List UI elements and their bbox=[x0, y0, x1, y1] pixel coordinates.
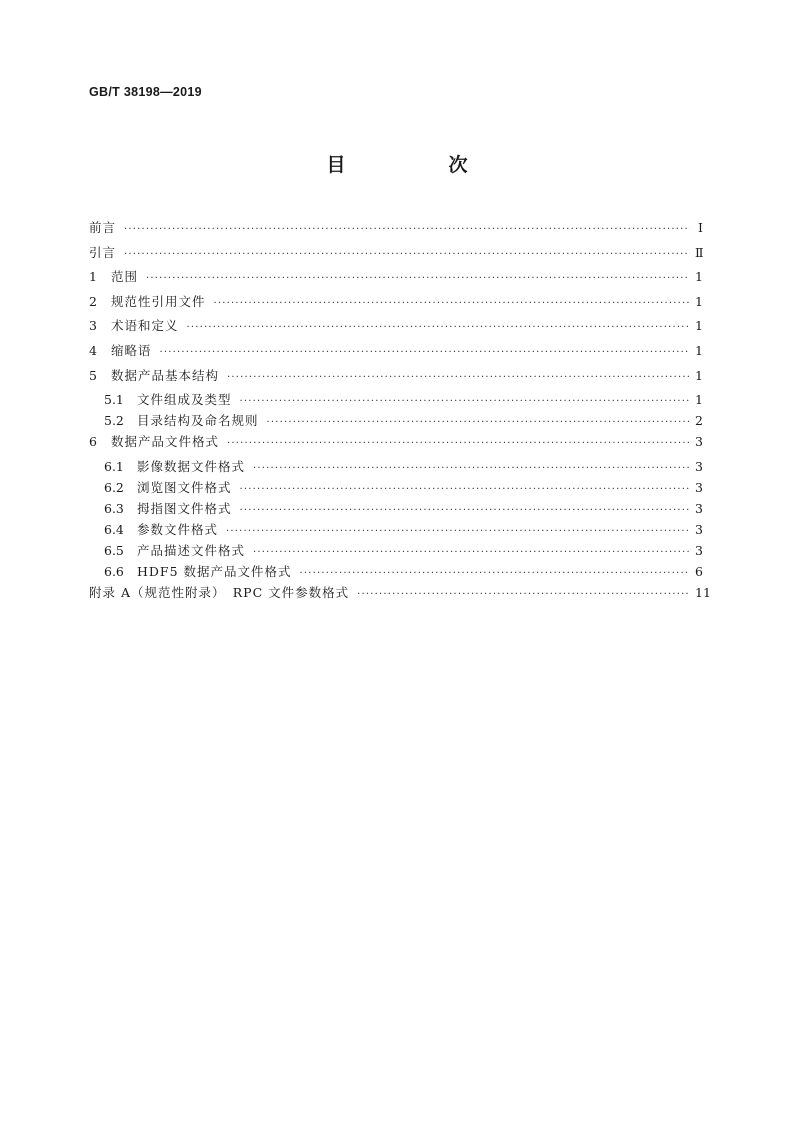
toc-entry-label: 数据产品文件格式 bbox=[111, 434, 220, 450]
toc-entry-label: 规范性引用文件 bbox=[111, 293, 206, 309]
dot-leader bbox=[160, 347, 690, 358]
toc-entry[interactable] bbox=[89, 267, 703, 292]
toc-entry-page: 3 bbox=[695, 479, 703, 495]
toc-entry[interactable] bbox=[89, 478, 703, 499]
toc-entry[interactable] bbox=[89, 341, 703, 366]
toc-entry[interactable] bbox=[89, 583, 711, 608]
toc-entry-page: 3 bbox=[695, 542, 703, 558]
toc-entry-page: 6 bbox=[695, 563, 703, 579]
page-title: 目 次 bbox=[326, 154, 510, 176]
toc-entry-page: Ⅰ bbox=[698, 220, 703, 235]
toc-entry-label: 产品描述文件格式 bbox=[137, 542, 246, 558]
dot-leader bbox=[227, 372, 690, 383]
toc-entry-page: 2 bbox=[695, 413, 703, 429]
toc-entry[interactable] bbox=[89, 499, 703, 520]
dot-leader bbox=[146, 273, 690, 284]
toc-entry[interactable] bbox=[89, 541, 703, 562]
toc-entry[interactable] bbox=[89, 316, 703, 341]
toc-entry-number: 6.4 bbox=[104, 521, 124, 537]
dot-leader bbox=[214, 298, 690, 309]
dot-leader bbox=[357, 589, 690, 600]
toc-entry-number: 5 bbox=[89, 367, 97, 383]
toc-entry-label: 前言 bbox=[89, 220, 117, 235]
toc-entry-number: 6.5 bbox=[104, 542, 124, 558]
table-of-contents bbox=[89, 218, 711, 607]
toc-entry-page: 1 bbox=[695, 269, 703, 285]
toc-entry-page: 1 bbox=[695, 367, 703, 383]
dot-leader bbox=[124, 249, 690, 260]
toc-entry-page: 1 bbox=[695, 318, 703, 334]
dot-leader bbox=[253, 547, 690, 558]
toc-entry-page: 3 bbox=[695, 521, 703, 537]
toc-entry-page: 3 bbox=[695, 458, 703, 474]
dot-leader bbox=[187, 322, 690, 333]
dot-leader bbox=[226, 526, 690, 537]
dot-leader bbox=[240, 396, 690, 407]
toc-entry-page: 11 bbox=[695, 584, 711, 600]
toc-entry-number: 4 bbox=[89, 342, 97, 358]
toc-entry-label: 参数文件格式 bbox=[137, 521, 219, 537]
toc-entry-number: 6.3 bbox=[104, 500, 124, 516]
toc-entry-label: 影像数据文件格式 bbox=[137, 458, 246, 474]
toc-entry[interactable] bbox=[89, 390, 703, 411]
toc-entry-page: 3 bbox=[695, 434, 703, 450]
dot-leader bbox=[253, 463, 690, 474]
toc-entry[interactable] bbox=[89, 292, 703, 317]
toc-entry[interactable] bbox=[89, 457, 703, 478]
toc-entry-label: 引言 bbox=[89, 244, 117, 260]
toc-entry-page: Ⅱ bbox=[695, 244, 704, 260]
toc-entry-page: 1 bbox=[695, 342, 703, 358]
toc-entry-label: 术语和定义 bbox=[111, 318, 179, 334]
toc-entry-page: 3 bbox=[695, 500, 703, 516]
toc-entry-label: 浏览图文件格式 bbox=[137, 479, 232, 495]
dot-leader bbox=[267, 417, 690, 428]
dot-leader bbox=[300, 568, 690, 579]
toc-entry-number: 6.6 bbox=[104, 563, 124, 579]
toc-entry[interactable] bbox=[89, 562, 703, 583]
toc-entry-number: 1 bbox=[89, 269, 97, 285]
toc-entry-number: 5.1 bbox=[104, 392, 124, 408]
toc-entry-number: 5.2 bbox=[104, 413, 124, 429]
toc-entry-number: 6 bbox=[89, 434, 97, 450]
toc-entry-label: 缩略语 bbox=[111, 342, 152, 358]
toc-entry[interactable] bbox=[89, 411, 703, 432]
dot-leader bbox=[240, 505, 690, 516]
toc-entry-label: 范围 bbox=[111, 269, 139, 285]
dot-leader bbox=[227, 438, 690, 449]
toc-entry-number: 6.2 bbox=[104, 479, 124, 495]
toc-entry-label: 拇指图文件格式 bbox=[137, 500, 232, 516]
toc-entry-label: 附录 A（规范性附录） RPC 文件参数格式 bbox=[89, 584, 350, 600]
toc-entry-number: 6.1 bbox=[104, 458, 124, 474]
standard-code: GB/T 38198—2019 bbox=[89, 85, 202, 99]
toc-entry[interactable] bbox=[89, 432, 703, 457]
toc-entry[interactable] bbox=[89, 243, 703, 268]
toc-entry-page: 1 bbox=[695, 392, 703, 408]
toc-entry[interactable] bbox=[89, 366, 703, 391]
toc-entry-label: HDF5 数据产品文件格式 bbox=[137, 563, 292, 579]
dot-leader bbox=[240, 484, 690, 495]
dot-leader bbox=[124, 224, 690, 235]
toc-entry-label: 数据产品基本结构 bbox=[111, 367, 220, 383]
toc-entry-number: 3 bbox=[89, 318, 97, 334]
toc-entry[interactable] bbox=[89, 520, 703, 541]
toc-entry[interactable] bbox=[89, 218, 703, 243]
toc-entry-label: 目录结构及命名规则 bbox=[137, 413, 259, 429]
toc-entry-page: 1 bbox=[695, 293, 703, 309]
toc-entry-number: 2 bbox=[89, 293, 97, 309]
toc-entry-label: 文件组成及类型 bbox=[137, 392, 232, 408]
